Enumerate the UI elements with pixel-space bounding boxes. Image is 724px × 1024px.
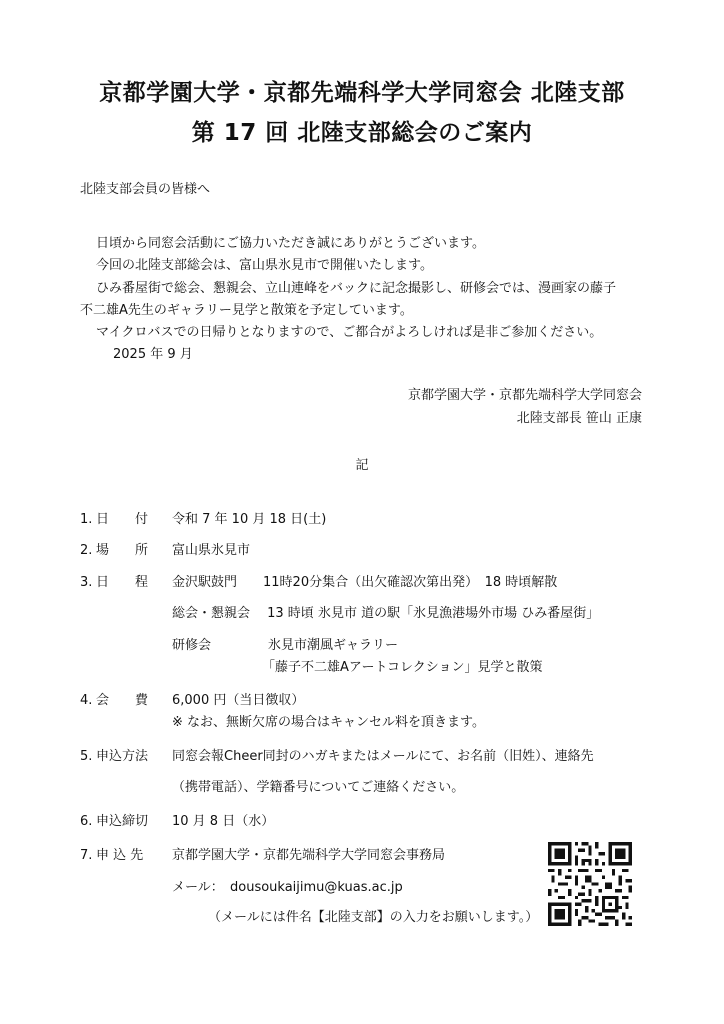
item-7-number: 7. xyxy=(80,848,93,863)
sender-person: 北陸支部長 笹山 正康 xyxy=(516,411,642,426)
item-6-number: 6. xyxy=(80,814,93,829)
email-note: （メールには件名【北陸支部】の入力をお願いします。） xyxy=(208,910,539,925)
item-5-label: 申込方法 xyxy=(96,749,149,764)
item-2-label: 場 所 xyxy=(96,543,149,558)
qr-code-icon xyxy=(548,842,632,926)
email-address[interactable]: dousoukaijimu@kuas.ac.jp xyxy=(230,880,403,895)
schedule-row-2: 総会・懇親会 13 時頃 氷見市 道の駅「氷見漁港場外市場 ひみ番屋街」 xyxy=(172,606,600,621)
schedule-row-3-label: 研修会 xyxy=(172,638,212,653)
body-line-3: ひみ番屋街で総会、懇親会、立山連峰をバックに記念撮影し、研修会では、漫画家の藤子 xyxy=(96,281,617,296)
schedule-row-4: 「藤子不二雄Aアートコレクション」見学と散策 xyxy=(262,660,543,675)
item-2-value: 富山県氷見市 xyxy=(172,543,251,558)
title-line-1: 京都学園大学・京都先端科学大学同窓会 北陸支部 xyxy=(99,80,625,106)
item-5-value: 同窓会報Cheer同封のハガキまたはメールにて、お名前（旧姓）、連絡先 xyxy=(172,749,594,764)
schedule-row-3-value: 氷見市潮風ギャラリー xyxy=(268,638,399,653)
schedule-row-1: 金沢駅鼓門 11時20分集合（出欠確認次第出発） 18 時頃解散 xyxy=(172,575,558,590)
item-4-value: 6,000 円（当日徴収） xyxy=(172,693,305,708)
item-6-label: 申込締切 xyxy=(96,814,149,829)
fee-note: ※ なお、無断欠席の場合はキャンセル料を頂きます。 xyxy=(172,715,485,730)
salutation: 北陸支部会員の皆様へ xyxy=(80,182,211,197)
item-3-number: 3. xyxy=(80,575,93,590)
body-line-5: マイクロバスでの日帰りとなりますので、ご都合がよろしければ是非ご参加ください。 xyxy=(96,325,603,340)
item-6-value: 10 月 8 日（水） xyxy=(172,814,275,829)
item-4-number: 4. xyxy=(80,693,93,708)
item-4-label: 会 費 xyxy=(96,693,149,708)
item-7-value: 京都学園大学・京都先端科学大学同窓会事務局 xyxy=(172,848,446,863)
item-1-value: 令和 7 年 10 月 18 日(土) xyxy=(172,512,327,527)
body-line-1: 日頃から同窓会活動にご協力いただき誠にありがとうございます。 xyxy=(96,236,485,251)
item-1-number: 1. xyxy=(80,512,93,527)
title-line-2: 第 17 回 北陸支部総会のご案内 xyxy=(191,120,533,146)
item-3-label: 日 程 xyxy=(96,575,149,590)
issue-date: 2025 年 9 月 xyxy=(113,347,193,362)
sender-org: 京都学園大学・京都先端科学大学同窓会 xyxy=(407,388,642,403)
item-5-value-2: （携帯電話）、学籍番号についてご連絡ください。 xyxy=(172,780,465,795)
item-7-label: 申 込 先 xyxy=(96,848,144,863)
email-label: メール： xyxy=(172,880,224,895)
body-line-2: 今回の北陸支部総会は、富山県氷見市で開催いたします。 xyxy=(96,258,433,273)
ki-heading: 記 xyxy=(355,458,369,473)
item-2-number: 2. xyxy=(80,543,93,558)
item-5-number: 5. xyxy=(80,749,93,764)
item-1-label: 日 付 xyxy=(96,512,149,527)
body-line-4: 不二雄A先生のギャラリー見学と散策を予定しています。 xyxy=(80,303,413,318)
